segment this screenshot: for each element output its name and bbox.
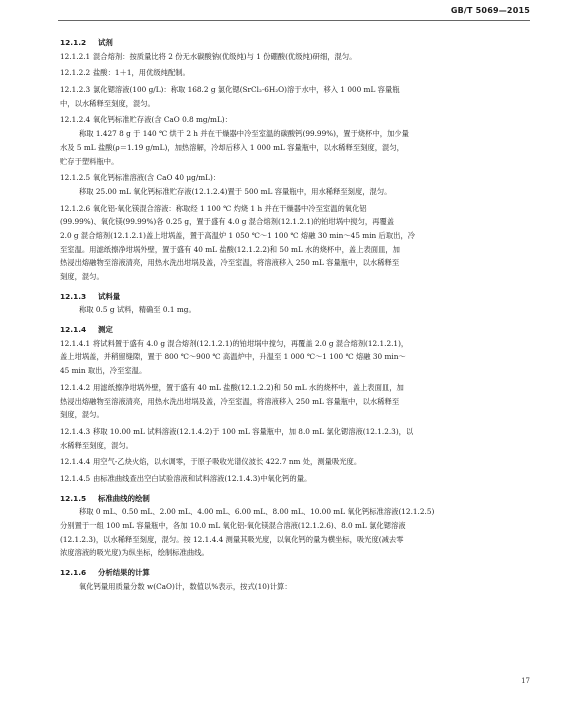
- line-text: 称取 0.5 g 试料，精确至 0.1 mg。: [79, 305, 196, 315]
- line-text: 盐酸：1＋1，用优级纯配制。: [93, 68, 190, 78]
- text-line: [60, 185, 530, 199]
- clause-line: [60, 83, 530, 97]
- text-line: [60, 395, 530, 409]
- line-text: 分析结果的计算: [98, 568, 150, 578]
- document-body: [60, 36, 530, 593]
- line-text: 标准曲线的绘制: [98, 493, 150, 503]
- line-text: 热浸出熔融物至溶液清亮，用热水洗出坩埚及盖，冷至室温，将溶液移入 250 mL 容量瓶中，以水稀释至: [60, 396, 400, 406]
- page-number: 17: [521, 677, 530, 685]
- line-text: 混合熔剂：按质量比将 2 份无水碳酸钠(优级纯)与 1 份硼酸(优级纯)研细，混匀。: [93, 51, 357, 61]
- text-line: [60, 519, 530, 533]
- line-text: 分别置于一组 100 mL 容量瓶中，各加 10.0 mL 氧化铝-氧化镁混合溶液(12.1.2.6)、8.0 mL 氯化锶溶液: [60, 521, 406, 530]
- clause-line: [60, 113, 530, 127]
- line-text: 氧化钙标准溶液(含 CaO 40 μg/mL)：: [93, 173, 221, 183]
- line-text: 将试料置于盛有 4.0 g 混合熔剂(12.1.2.1)的铂坩埚中搅匀，再覆盖 2.0 g 混合熔剂(12.1.2.1)，: [93, 338, 409, 348]
- header-rule: [58, 20, 530, 21]
- text-line: [60, 243, 530, 257]
- text-line: [60, 580, 530, 594]
- text-line: [60, 127, 530, 141]
- line-text: 试料量: [98, 291, 121, 301]
- line-text: 移取 25.00 mL 氧化钙标准贮存液(12.1.2.4)置于 500 mL 容量瓶中，用水稀释至刻度，混匀。: [79, 186, 392, 196]
- line-text: 氯化锶溶液(100 g/L)：称取 168.2 g 氯化锶(SrCl₂·6H₂O)溶于水中，移入 1 000 mL 容量瓶: [93, 85, 400, 95]
- line-text: 氧化铝-氧化镁混合溶液：称取经 1 100 ℃ 灼烧 1 h 并在干燥器中冷至室温的氧化铝: [93, 203, 367, 213]
- text-line: [60, 408, 530, 422]
- line-text: 称取 1.427 8 g 于 140 ℃ 烘干 2 h 并在干燥器中冷至室温的碳酸钙(99.99%)，置于烧杯中，加少量: [79, 129, 409, 139]
- clause-line: [60, 337, 530, 351]
- line-text: 贮存于塑料瓶中。: [60, 156, 119, 166]
- text-line: [60, 364, 530, 378]
- line-text: 盖上坩埚盖，并稍留缝隙，置于 800 ℃～900 ℃ 高温炉中，升温至 1 000 ℃～1 100 ℃ 熔融 30 min～: [60, 352, 406, 362]
- line-text: 氧化钙标准贮存液(含 CaO 0.8 mg/mL)：: [93, 115, 232, 125]
- line-text: 刻度，混匀。: [60, 410, 104, 420]
- line-text: 刻度，混匀。: [60, 272, 104, 281]
- line-text: 至室温。用滤纸擦净坩埚外壁，置于盛有 40 mL 盐酸(12.1.2.2)和 50 mL 水的烧杯中，盖上表面皿，加: [60, 244, 400, 254]
- text-line: [60, 141, 530, 155]
- clause-number: 12.1.2.2: [60, 68, 91, 78]
- clause-number: 12.1.6: [60, 568, 87, 578]
- line-text: 用滤纸擦净坩埚外壁，置于盛有 40 mL 盐酸(12.1.2.2)和 50 mL 水的烧杯中，盖上表面皿，加: [93, 382, 404, 392]
- clause-line: [60, 66, 530, 80]
- clause-line: [60, 171, 530, 185]
- clause-number: 12.1.2: [60, 38, 87, 47]
- line-text: (99.99%)、氧化镁(99.99%)各 0.25 g，置于盛有 4.0 g 混合熔剂(12.1.2.1)的铂坩埚中搅匀，再覆盖: [60, 217, 395, 227]
- clause-number: 12.1.4: [60, 325, 87, 335]
- standard-number-header: GB/T 5069—2015: [450, 6, 530, 15]
- clause-number: 12.1.4.5: [60, 473, 91, 483]
- clause-line: [60, 472, 530, 486]
- clause-number: 12.1.2.3: [60, 85, 91, 95]
- clause-number: 12.1.4.3: [60, 426, 91, 436]
- line-text: 浓度溶液的吸光度)为纵坐标，绘制标准曲线。: [60, 548, 209, 558]
- line-text: 由标准曲线查出空白试验溶液和试料溶液(12.1.4.3)中氧化钙的量。: [93, 473, 312, 483]
- text-line: [60, 229, 530, 243]
- text-line: [60, 215, 530, 229]
- line-text: 水稀释至刻度，混匀。: [60, 440, 133, 450]
- text-line: [60, 350, 530, 364]
- clause-line: [60, 202, 530, 216]
- line-text: 用空气-乙炔火焰，以水调零，于原子吸收光谱仪波长 422.7 nm 处，测量吸光度。: [93, 457, 362, 467]
- line-text: 测定: [98, 325, 113, 335]
- clause-number: 12.1.2.6: [60, 203, 91, 213]
- text-line: [60, 256, 530, 270]
- section-heading: [60, 290, 530, 304]
- section-heading: [60, 323, 530, 337]
- clause-number: 12.1.2.1: [60, 51, 91, 61]
- text-line: [60, 155, 530, 169]
- line-text: 试剂: [98, 38, 113, 47]
- line-text: 45 min 取出，冷至室温。: [60, 366, 147, 376]
- line-text: 氧化钙量用质量分数 w(CaO)计，数值以%表示，按式(10)计算：: [79, 581, 292, 591]
- section-heading: [60, 36, 530, 50]
- text-line: [60, 303, 530, 317]
- text-line: [60, 546, 530, 560]
- clause-number: 12.1.4.4: [60, 457, 91, 467]
- text-line: [60, 270, 530, 284]
- line-text: 移取 10.00 mL 试料溶液(12.1.4.2)于 100 mL 容量瓶中，加 8.0 mL 氯化锶溶液(12.1.2.3)，以: [93, 426, 414, 436]
- section-heading: [60, 566, 530, 580]
- line-text: 中，以水稀释至刻度，混匀。: [60, 98, 155, 108]
- text-line: [60, 533, 530, 547]
- section-heading: [60, 492, 530, 506]
- clause-number: 12.1.2.5: [60, 173, 91, 183]
- clause-number: 12.1.4.1: [60, 338, 91, 348]
- clause-line: [60, 455, 530, 469]
- clause-line: [60, 425, 530, 439]
- clause-line: [60, 381, 530, 395]
- line-text: 热浸出熔融物至溶液清亮，用热水洗出坩埚及盖，冷至室温，将溶液移入 250 mL 容量瓶中，以水稀释至: [60, 258, 400, 268]
- clause-number: 12.1.4.2: [60, 382, 91, 392]
- clause-number: 12.1.5: [60, 493, 87, 503]
- text-line: [60, 97, 530, 111]
- line-text: 移取 0 mL、0.50 mL、2.00 mL、4.00 mL、6.00 mL、8.00 mL、10.00 mL 氧化钙标准溶液(12.1.2.5): [79, 507, 435, 517]
- line-text: 2.0 g 混合熔剂(12.1.2.1)盖上坩埚盖，置于高温炉 1 050 ℃～1 100 ℃ 熔融 30 min～45 min 后取出，冷: [60, 230, 416, 240]
- line-text: 水及 5 mL 盐酸(ρ＝1.19 g/mL)，加热溶解，冷却后移入 1 000 mL 容量瓶中，以水稀释至刻度，混匀，: [60, 142, 404, 152]
- clause-number: 12.1.2.4: [60, 115, 91, 125]
- line-text: (12.1.2.3)，以水稀释至刻度，混匀。按 12.1.4.4 测量其吸光度，以氧化钙的量为横坐标，吸光度(减去零: [60, 534, 404, 544]
- clause-line: [60, 50, 530, 64]
- text-line: [60, 505, 530, 519]
- clause-number: 12.1.3: [60, 291, 87, 301]
- text-line: [60, 439, 530, 453]
